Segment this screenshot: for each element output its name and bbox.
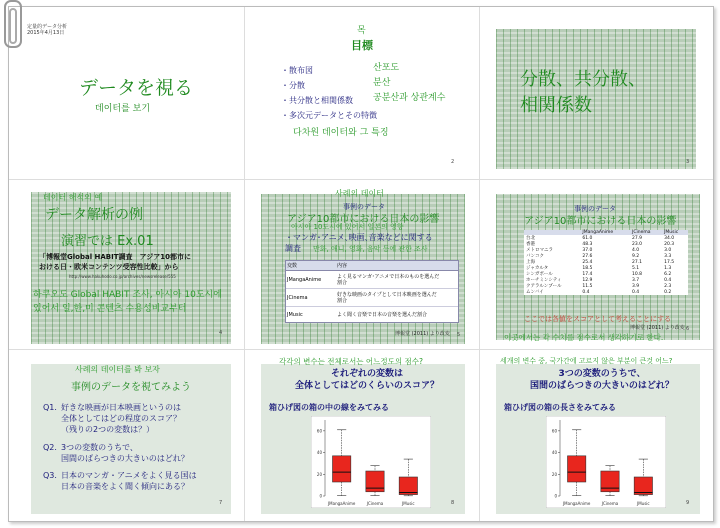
toc-item: ・分散 (281, 81, 305, 90)
slide-title: 分散、共分散、 相関係数 (520, 69, 646, 116)
toc-item: ・共分散と相関係数 (281, 96, 353, 105)
data-table (524, 230, 688, 295)
slide-subtitle: 데이터를 보기 (95, 104, 151, 114)
table-row: 上海 25.4 27.1 17.5 (526, 259, 675, 265)
slide-9[interactable] (480, 350, 714, 520)
slide-title: それぞれの変数は 全体としてはどのくらいのスコア？ (295, 369, 440, 391)
question-2: Q2. 3つの変数のうちで、 国間のばらつきの大きいのはどれ？ (43, 443, 189, 463)
ko-overlay: 아시아 10도시에 있어서 일본의 영향 (291, 223, 404, 231)
page-number: 5 (457, 332, 461, 338)
slide-3[interactable] (480, 7, 714, 177)
toc-list (281, 63, 377, 123)
slide-subtitle: 演習では Ex.01 (61, 234, 154, 249)
x-tick-label: JMusic (637, 501, 650, 506)
table-row: シンガポール 17.4 10.8 6.2 (526, 271, 672, 277)
page-number: 9 (686, 500, 690, 506)
x-tick-label: JMusic (402, 501, 415, 506)
boxplot-chart (546, 416, 666, 508)
toc-ko-list: 산포도 분산 공분산과 상관계수 (373, 63, 446, 103)
table-row: ホーチミンシティ 12.9 3.7 0.4 (526, 277, 672, 283)
ko-caption: 데이터 해석의 예 (43, 193, 103, 202)
chart-caption: 箱ひげ図の箱の長さをみてみる (504, 403, 616, 412)
ko-note: 이곳에서는 각 수치를 점수로서 생각하기로 한다. (504, 333, 664, 342)
source-note: 博報堂 (2011) より改変 (630, 325, 685, 331)
slide-8[interactable] (245, 350, 479, 520)
table-row: クアラルンプール 11.5 3.9 2.3 (526, 283, 672, 289)
slide-title: データ解析の例 (45, 207, 143, 223)
table-row: 台北 61.0 27.9 34.0 (526, 235, 675, 241)
slide-title: データを視る (79, 77, 194, 99)
toc-ko-item: 다차원 데이터와 그 특징 (293, 128, 389, 138)
x-tick-label: JCinema (601, 501, 619, 506)
ko-bullet: 만화, 애니, 영화, 음악 등에 관한 조사 (313, 245, 428, 253)
boxplot-chart (311, 416, 431, 508)
meta-date: 2015年4月13日 (27, 30, 65, 36)
toc-item: ・多次元データとその特徴 (281, 111, 377, 120)
toc-title: 目標 (351, 39, 373, 52)
y-tick-label: 0 (554, 493, 557, 499)
slide-title: 事例のデータを視てみよう (71, 382, 191, 393)
survey-bullet: ・マンガ･アニメ､映画､音楽などに関する 調査 (285, 233, 433, 253)
slide-2[interactable] (245, 7, 479, 177)
page-number: 2 (451, 159, 455, 165)
page-number: 8 (451, 500, 455, 506)
variable-table (285, 260, 459, 323)
toc-ko: 목 (357, 26, 366, 36)
x-tick-label: JMangaAnime (562, 501, 591, 506)
meta-title: 定量的データ分析 (27, 24, 68, 30)
page-number: 6 (686, 326, 690, 332)
table-row: JMangaAnime よく見るマンガ･アニメで日本のものを選んだ 割合 (286, 271, 458, 289)
slide-small-title: 事例のデータ (343, 203, 385, 211)
survey-desc: 「博報堂Global HABIT調査 アジア10都市に おける日・欧米コンテンツ受容性比較」から (39, 253, 191, 271)
slide-5[interactable] (245, 180, 479, 350)
box-JMusic (634, 477, 652, 495)
page-number: 7 (219, 500, 223, 506)
table-row: メトロマニラ 37.0 4.0 3.0 (526, 247, 672, 253)
table-row: バンコク 27.6 9.2 3.3 (526, 253, 672, 259)
y-tick-label: 40 (551, 450, 557, 456)
slide-1[interactable] (9, 7, 243, 177)
page-number: 3 (686, 159, 690, 165)
note-text: ここでは各値をスコアとして考えることにする (524, 315, 671, 323)
survey-url[interactable]: http://www.hakuhodo.co.jp/archives/newsrelease/555 (69, 274, 176, 279)
ko-caption: 각각의 변수는 전체로서는 어느정도의 점수? (279, 357, 423, 366)
y-tick-label: 20 (551, 471, 557, 477)
ko-caption: 사례의 데이터를 봐 보자 (75, 365, 160, 374)
slide-4[interactable] (9, 180, 243, 350)
toc-item: ・散布図 (281, 66, 313, 75)
slide-title: 3つの変数のうちで、 国間のばらつきの大きいのはどれ？ (530, 369, 674, 391)
slide-7[interactable] (9, 350, 243, 520)
slide-title: アジア10都市における日本の影響 (524, 216, 677, 227)
slide-6[interactable] (480, 180, 714, 350)
x-tick-label: JMangaAnime (327, 501, 356, 506)
slide-title: アジア10都市における日本の影響 (287, 214, 440, 225)
table-row: ムンバイ 0.4 0.4 0.2 (526, 289, 672, 295)
table-header: 変数 内容 (286, 261, 458, 271)
ko-caption: 세개의 변수 중, 국가간에 고르지 않은 부분이 큰것 어느? (500, 357, 673, 365)
question-1: Q1. 好きな映画が日本映画というのは 全体としてはどの程度のスコア？ （残りの2つの変数は？） (43, 403, 181, 434)
y-tick-label: 60 (551, 428, 557, 434)
paperclip-icon (4, 0, 22, 48)
slide-small-title: 事例のデータ (574, 205, 616, 213)
ko-desc: 하쿠오도 Global HABIT 조사, 아시아 10도시에 있어서 일,한,미 콘텐츠 수용성비교부터 (33, 290, 222, 314)
box-JMangaAnime (333, 456, 351, 482)
table-header: JMangaAnime JCinema JMusic (524, 230, 688, 235)
source-note: 博報堂 (2011) より改変 (395, 331, 450, 337)
table-row: ジャカルタ 18.5 5.1 1.3 (526, 265, 672, 271)
table-row: JCinema 好きな映画のタイプとして日本映画を選んだ 割合 (286, 289, 458, 307)
y-tick-label: 60 (316, 428, 322, 434)
y-tick-label: 40 (316, 450, 322, 456)
table-row: 香港 48.3 23.0 20.3 (526, 241, 675, 247)
table-row: JMusic よく聞く音楽で日本の音楽を選んだ割合 (287, 311, 428, 318)
ko-caption: 사례의 데이터 (335, 189, 384, 198)
box-JMangaAnime (568, 456, 586, 482)
handout-sheet (8, 6, 714, 522)
question-3: Q3. 日本のマンガ・アニメをよく見る国は 日本の音楽をよく聞く傾向にある？ (43, 471, 197, 491)
page-number: 4 (219, 330, 223, 336)
y-tick-label: 0 (319, 493, 322, 499)
x-tick-label: JCinema (366, 501, 384, 506)
box-JMusic (399, 477, 417, 495)
chart-caption: 箱ひげ図の箱の中の線をみてみる (269, 403, 389, 412)
y-tick-label: 20 (316, 471, 322, 477)
